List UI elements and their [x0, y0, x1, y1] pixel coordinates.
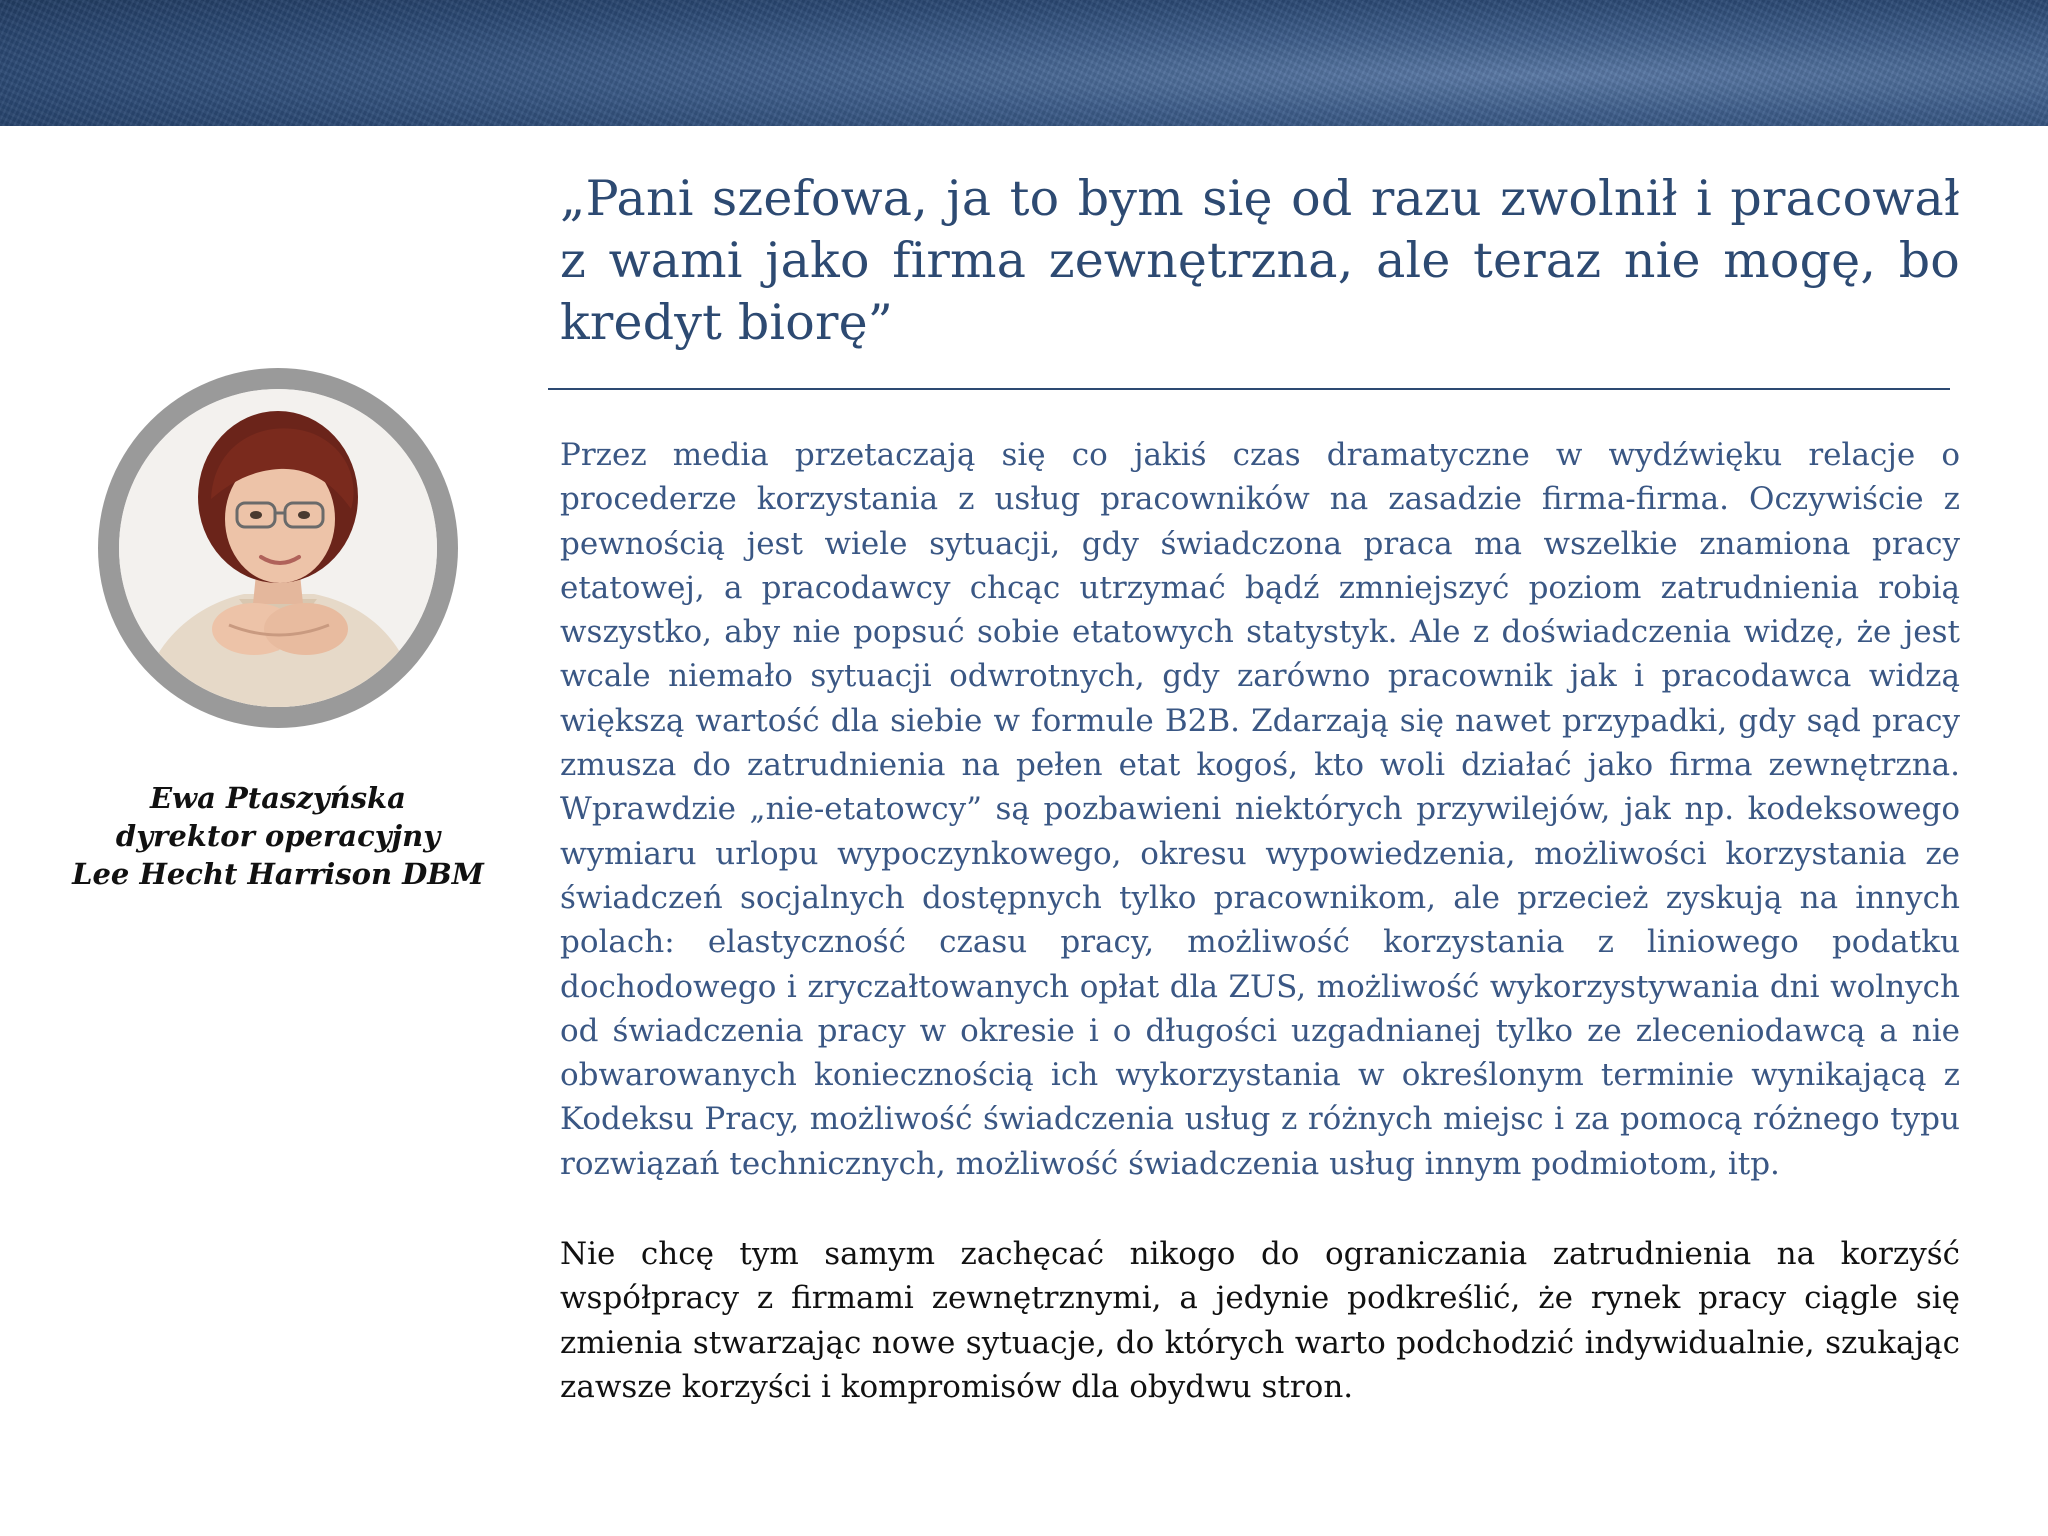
article-paragraph-2: Nie chcę tym samym zachęcać nikogo do ograniczania zatrudnienia na korzyść współpracy z firmami zewnętrznymi, a jedynie podkreślić, że rynek pracy ciągle się zmienia stwarzając nowe sytuacje, do których warto podchodzić indywidualnie, szukając zawsze korzyści i kompromisów dla obydwu stron. — [560, 1236, 1960, 1405]
denim-header-banner — [0, 0, 2048, 126]
author-photo-frame — [98, 368, 458, 728]
quote-headline: „Pani szefowa, ja to bym się od razu zwolnił i pracował z wami jako firma zewnętrzna, ale teraz nie mogę, bo kredyt biorę” — [560, 170, 1960, 351]
article-paragraph-1: Przez media przetaczają się co jakiś czas dramatyczne w wydźwięku relacje o procederze korzystania z usług pracowników na zasadzie firma-firma. Oczywiście z pewnością jest wiele sytuacji, gdy świadczona praca ma wszelkie znamiona pracy etatowej, a pracodawcy chcąc utrzymać bądź zmniejszyć poziom zatrudnienia robią wszystko, aby nie popsuć sobie etatowych statystyk. Ale z doświadczenia widzę, że jest wcale niemało sytuacji odwrotnych, gdy zarówno pracownik jak i pracodawca widzą większą wartość dla siebie w formule B2B. Zdarzają się nawet przypadki, gdy sąd pracy zmusza do zatrudnienia na pełen etat kogoś, kto woli działać jako firma zewnętrzna. Wprawdzie „nie-etatowcy” są pozbawieni niektórych przywilejów, jak np. kodeksowego wymiaru urlopu wypoczynkowego, okresu wypowiedzenia, możliwości korzystania ze świadczeń socjalnych dostępnych tylko pracownikom, ale przecież zyskują na innych polach: elastyczność czasu pracy, możliwość korzystania z liniowego podatku dochodowego i zryczałtowanych opłat dla ZUS, możliwość wykorzystywania dni wolnych od świadczenia pracy w okresie i o długości uzgadnianej tylko ze zleceniodawcą a nie obwarowanych koniecznością ich wykorzystania w określonym terminie wynikającą z Kodeksu Pracy, możliwość świadczenia usług z różnych miejsc i za pomocą różnego typu rozwiązań technicznych, możliwość świadczenia usług innym podmiotom, itp. — [560, 437, 1960, 1182]
author-photo — [119, 389, 437, 707]
headline-divider — [548, 388, 1950, 390]
author-portrait-illustration — [119, 389, 437, 707]
author-name: Ewa Ptaszyńska — [150, 781, 406, 815]
author-caption — [40, 779, 516, 893]
author-company: Lee Hecht Harrison DBM — [72, 857, 484, 891]
author-role: dyrektor operacyjny — [115, 819, 441, 853]
